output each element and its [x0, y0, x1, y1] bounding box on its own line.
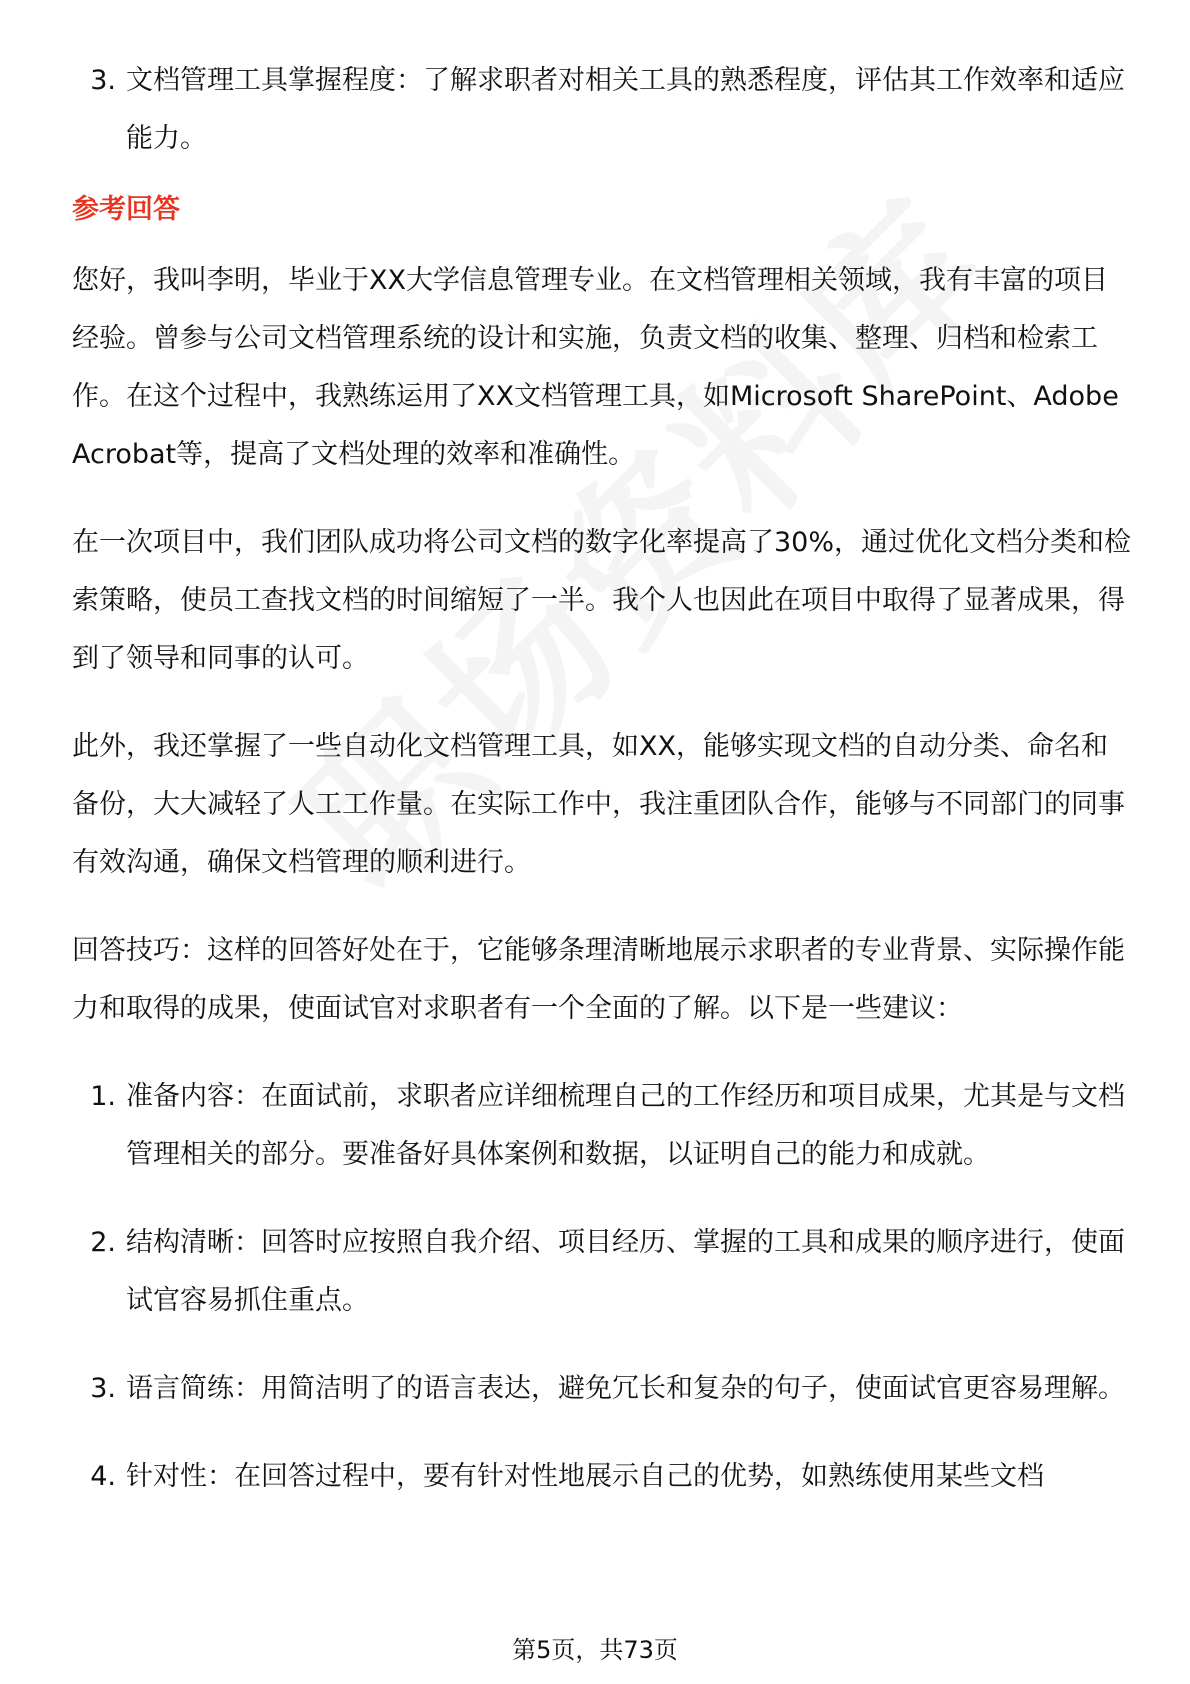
list-number: 3. — [90, 65, 116, 96]
list-item — [72, 52, 1132, 168]
list-text: 针对性：在回答过程中，要有针对性地展示自己的优势，如熟练使用某些文档 — [126, 1461, 1044, 1492]
paragraph: 此外，我还掌握了一些自动化文档管理工具，如XX，能够实现文档的自动分类、命名和备份，大大减轻了人工工作量。在实际工作中，我注重团队合作，能够与不同部门的同事有效沟通，确保文档管理的顺利进行。 — [72, 731, 1125, 878]
list-item — [72, 1360, 1132, 1418]
list-text: 准备内容：在面试前，求职者应详细梳理自己的工作经历和项目成果，尤其是与文档管理相关的部分。要准备好具体案例和数据，以证明自己的能力和成就。 — [126, 1081, 1125, 1170]
list-text: 文档管理工具掌握程度：了解求职者对相关工具的熟悉程度，评估其工作效率和适应能力。 — [126, 65, 1125, 154]
list-text: 结构清晰：回答时应按照自我介绍、项目经历、掌握的工具和成果的顺序进行，使面试官容易抓住重点。 — [126, 1227, 1125, 1316]
paragraph: 在一次项目中，我们团队成功将公司文档的数字化率提高了30%，通过优化文档分类和检索策略，使员工查找文档的时间缩短了一半。我个人也因此在项目中取得了显著成果，得到了领导和同事的认可。 — [72, 527, 1132, 674]
page-content — [72, 52, 1132, 1536]
list-text: 语言简练：用简洁明了的语言表达，避免冗长和复杂的句子，使面试官更容易理解。 — [126, 1373, 1125, 1404]
list-number: 3. — [90, 1373, 116, 1404]
paragraph: 回答技巧：这样的回答好处在于，它能够条理清晰地展示求职者的专业背景、实际操作能力和取得的成果，使面试官对求职者有一个全面的了解。以下是一些建议： — [72, 935, 1125, 1024]
list-number: 1. — [90, 1081, 116, 1112]
list-item — [72, 1068, 1132, 1184]
list-item — [72, 1214, 1132, 1330]
list-number: 2. — [90, 1227, 116, 1258]
page-footer: 第5页，共73页 — [512, 1636, 678, 1664]
list-item — [72, 1448, 1132, 1506]
paragraph: 您好，我叫李明，毕业于XX大学信息管理专业。在文档管理相关领域，我有丰富的项目经验。曾参与公司文档管理系统的设计和实施，负责文档的收集、整理、归档和检索工作。在这个过程中，我熟练运用了XX文档管理工具，如Microsoft SharePoint、Adobe Acrobat等，提高了文档处理的效率和准确性。 — [72, 265, 1119, 470]
answer-heading: 参考回答 — [72, 194, 180, 225]
list-number: 4. — [90, 1461, 116, 1492]
